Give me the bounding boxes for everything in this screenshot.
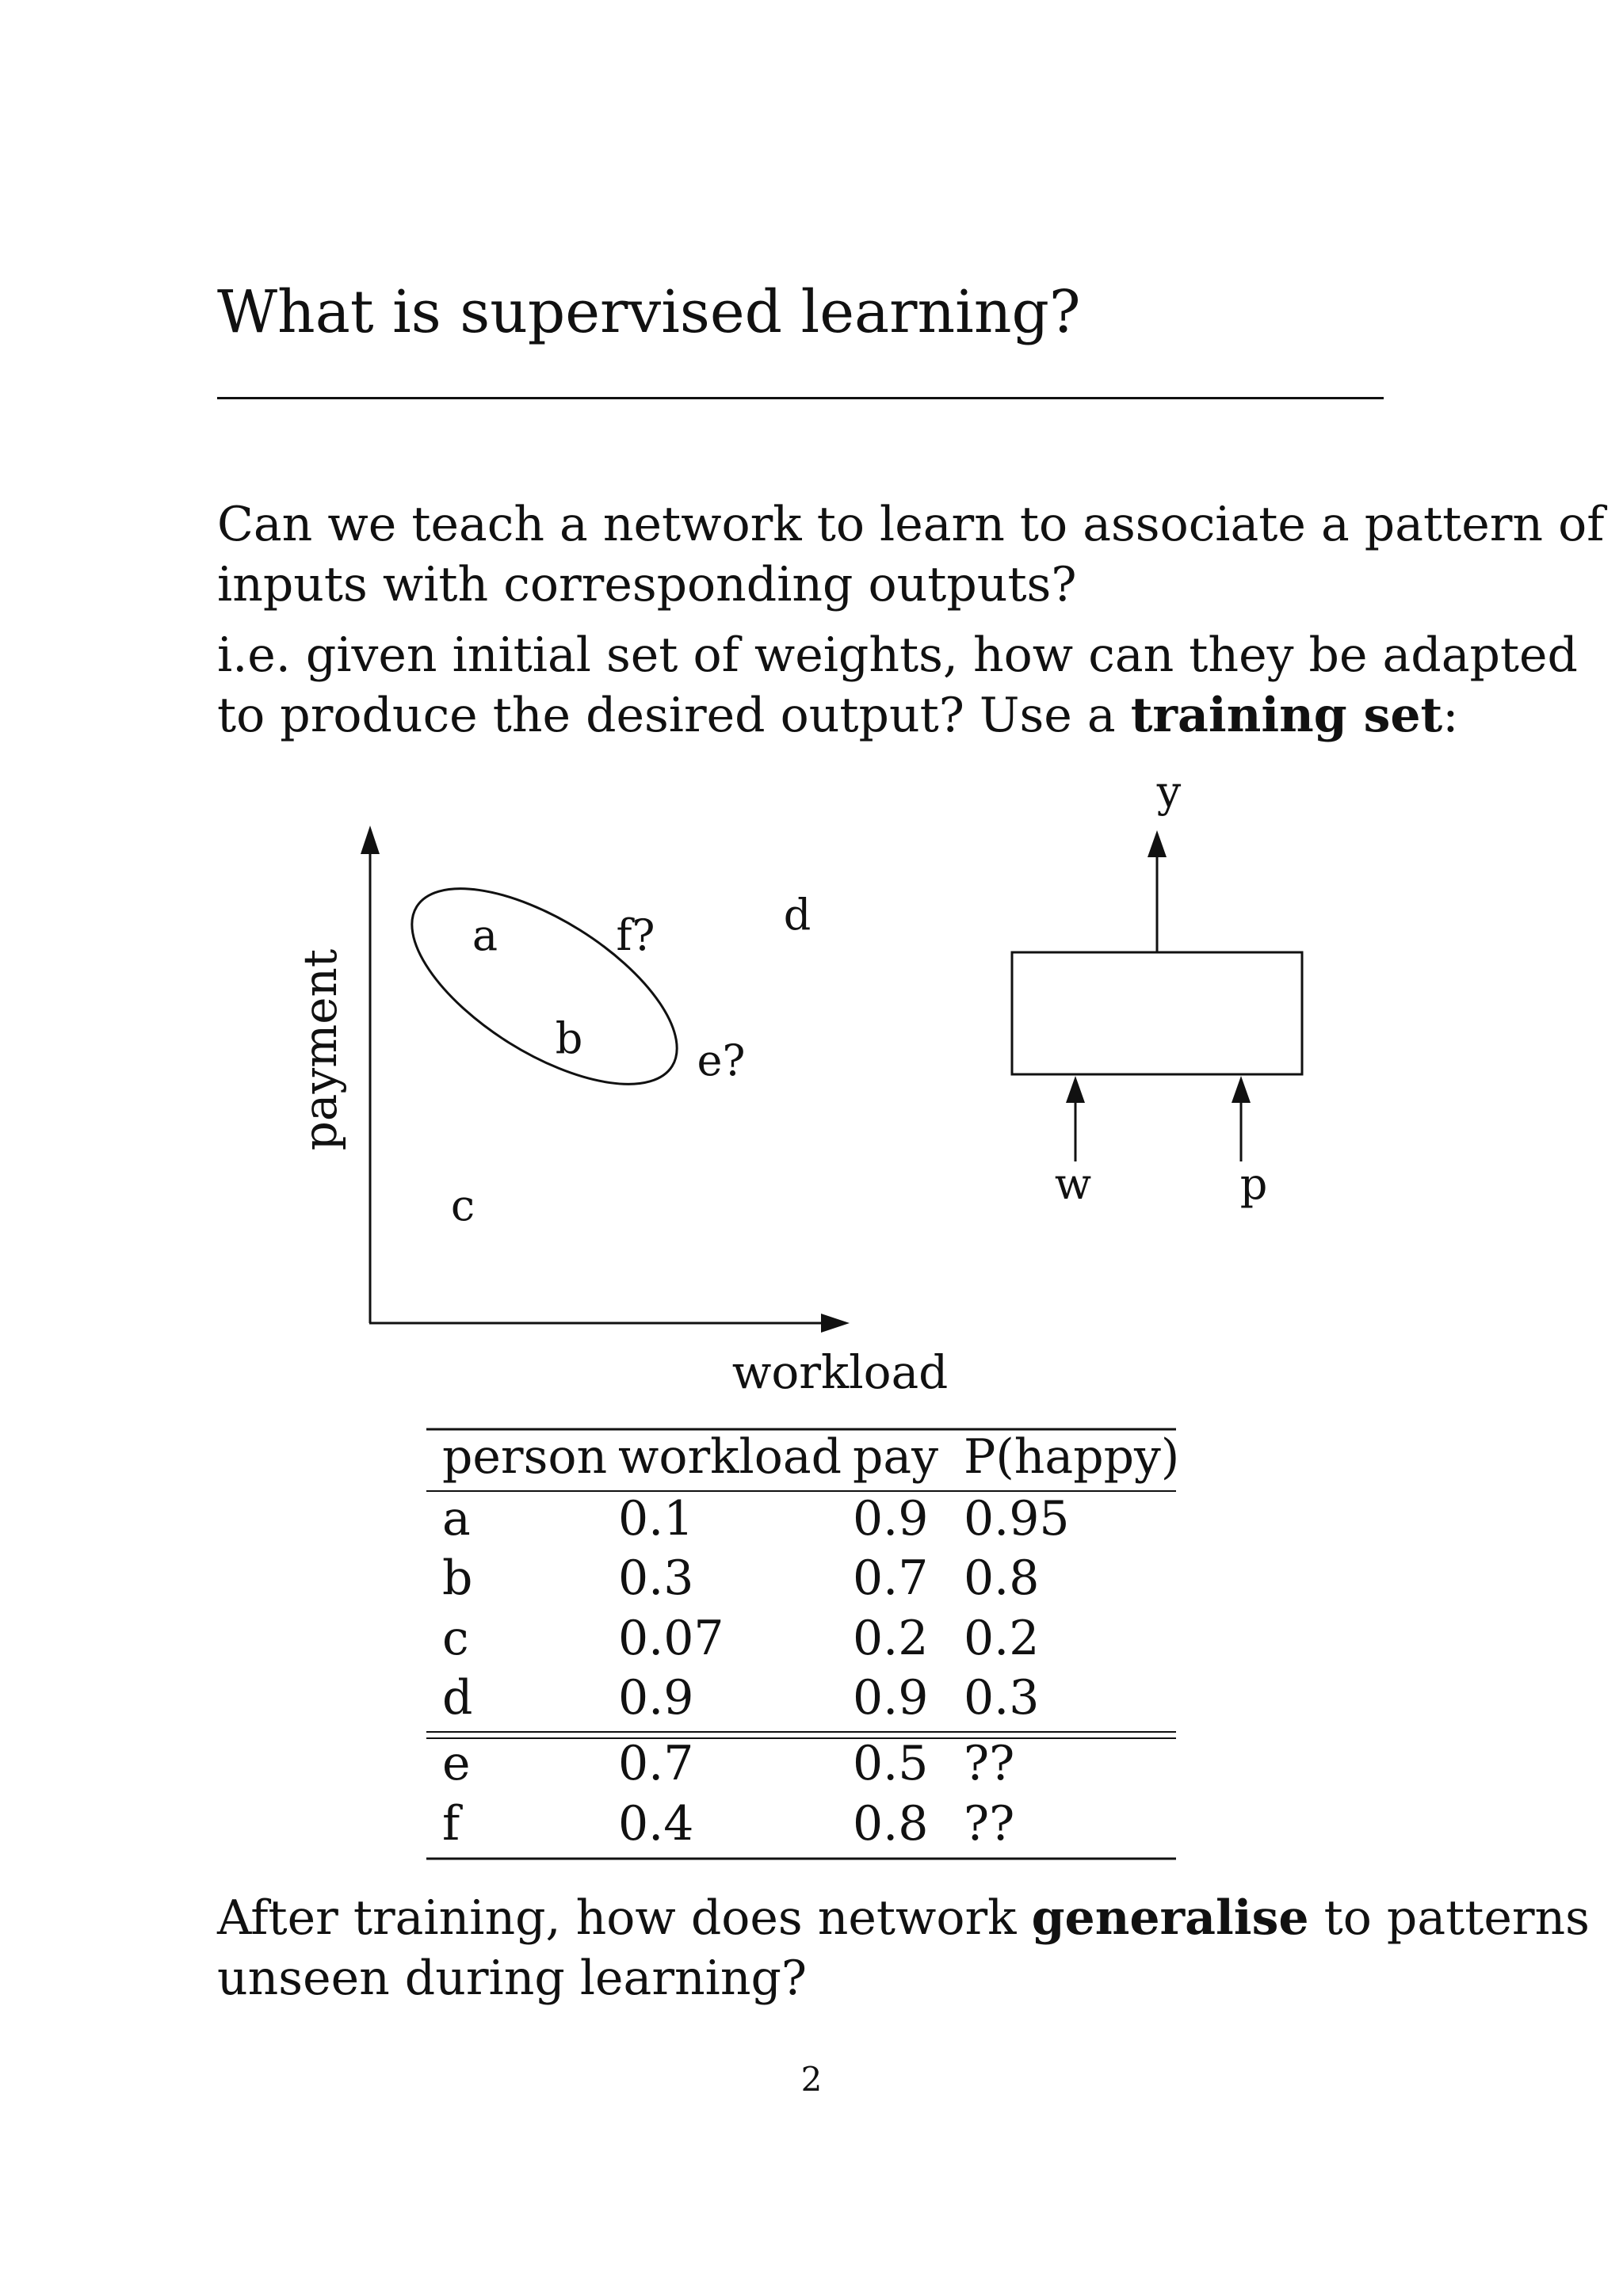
table-cell: ?? xyxy=(964,1736,1015,1791)
table-cell: ?? xyxy=(964,1796,1015,1852)
table-cell: 0.4 xyxy=(618,1796,694,1852)
table-cell: 0.8 xyxy=(964,1550,1040,1606)
table-cell: d xyxy=(442,1670,473,1726)
table-cell: 0.7 xyxy=(618,1736,694,1791)
generalise-line-1 xyxy=(217,1888,1590,1948)
column-header-p-happy: P(happy) xyxy=(964,1429,1180,1485)
network-diagram xyxy=(1012,767,1302,1209)
table-row xyxy=(442,1796,1014,1852)
table-cell: a xyxy=(442,1491,471,1547)
table-cell: 0.7 xyxy=(853,1550,929,1606)
training-line-1: i.e. given initial set of weights, how can they be adapted xyxy=(217,627,1578,683)
table-cell: 0.07 xyxy=(618,1611,724,1666)
table-cell: 0.8 xyxy=(853,1796,929,1852)
point-label-c: c xyxy=(450,1180,475,1230)
table-cell: 0.9 xyxy=(853,1491,929,1547)
table-cell: 0.9 xyxy=(618,1670,694,1726)
table-row xyxy=(442,1670,1039,1726)
intro-line-2: inputs with corresponding outputs? xyxy=(217,557,1077,612)
table-cell: 0.1 xyxy=(618,1491,694,1547)
generalise-line-2: unseen during learning? xyxy=(217,1951,808,2006)
generalise-line-1-text: After training, how does network xyxy=(217,1890,1032,1946)
x-axis-label: workload xyxy=(731,1345,949,1399)
table-cell: c xyxy=(442,1611,469,1666)
page-number: 2 xyxy=(800,2060,823,2099)
input-w-arrowhead xyxy=(1066,1076,1085,1103)
point-label-e: e? xyxy=(697,1035,746,1085)
column-header-workload: workload xyxy=(618,1429,842,1485)
output-label: y xyxy=(1156,767,1182,817)
table-cell: 0.5 xyxy=(853,1736,929,1791)
column-header-person: person xyxy=(442,1429,608,1485)
table-cell: 0.9 xyxy=(853,1670,929,1726)
output-arrowhead xyxy=(1148,830,1167,857)
generalise-line-1-end: to patterns xyxy=(1308,1890,1590,1946)
generalise-paragraph xyxy=(217,1888,1590,2008)
training-set-term: training set xyxy=(1130,688,1443,743)
intro-line-1: Can we teach a network to learn to associate a pattern of xyxy=(217,497,1605,552)
point-label-a: a xyxy=(472,910,498,960)
generalise-term: generalise xyxy=(1031,1890,1309,1946)
network-box xyxy=(1012,952,1302,1074)
table-cell: b xyxy=(442,1550,473,1606)
table-cell: 0.2 xyxy=(853,1611,929,1666)
data-table xyxy=(426,1429,1179,1859)
point-label-b: b xyxy=(555,1013,583,1063)
table-row xyxy=(442,1611,1039,1666)
table-cell: 0.95 xyxy=(964,1491,1070,1547)
table-row xyxy=(442,1736,1014,1791)
page-title: What is supervised learning? xyxy=(217,278,1081,346)
training-line-2-colon: : xyxy=(1442,688,1459,743)
scatter-plot xyxy=(293,826,948,1399)
column-header-pay: pay xyxy=(853,1429,939,1485)
table-cell: 0.3 xyxy=(618,1550,694,1606)
point-label-d: d xyxy=(783,890,812,940)
table-cell: 0.3 xyxy=(964,1670,1040,1726)
table-cell: e xyxy=(442,1736,471,1791)
point-label-f: f? xyxy=(616,910,655,960)
y-axis-arrowhead xyxy=(361,826,380,854)
input-label-w: w xyxy=(1054,1159,1092,1209)
table-cell: f xyxy=(442,1796,460,1852)
input-label-p: p xyxy=(1239,1159,1268,1209)
training-line-2-text: to produce the desired output? Use a xyxy=(217,688,1131,743)
table-row xyxy=(442,1550,1039,1606)
table-header xyxy=(442,1429,1179,1485)
y-axis-label: payment xyxy=(293,948,347,1151)
table-row xyxy=(442,1491,1070,1547)
table-cell: 0.2 xyxy=(964,1611,1040,1666)
cluster-ellipse xyxy=(381,850,707,1123)
x-axis-arrowhead xyxy=(821,1314,850,1333)
input-p-arrowhead xyxy=(1232,1076,1251,1103)
